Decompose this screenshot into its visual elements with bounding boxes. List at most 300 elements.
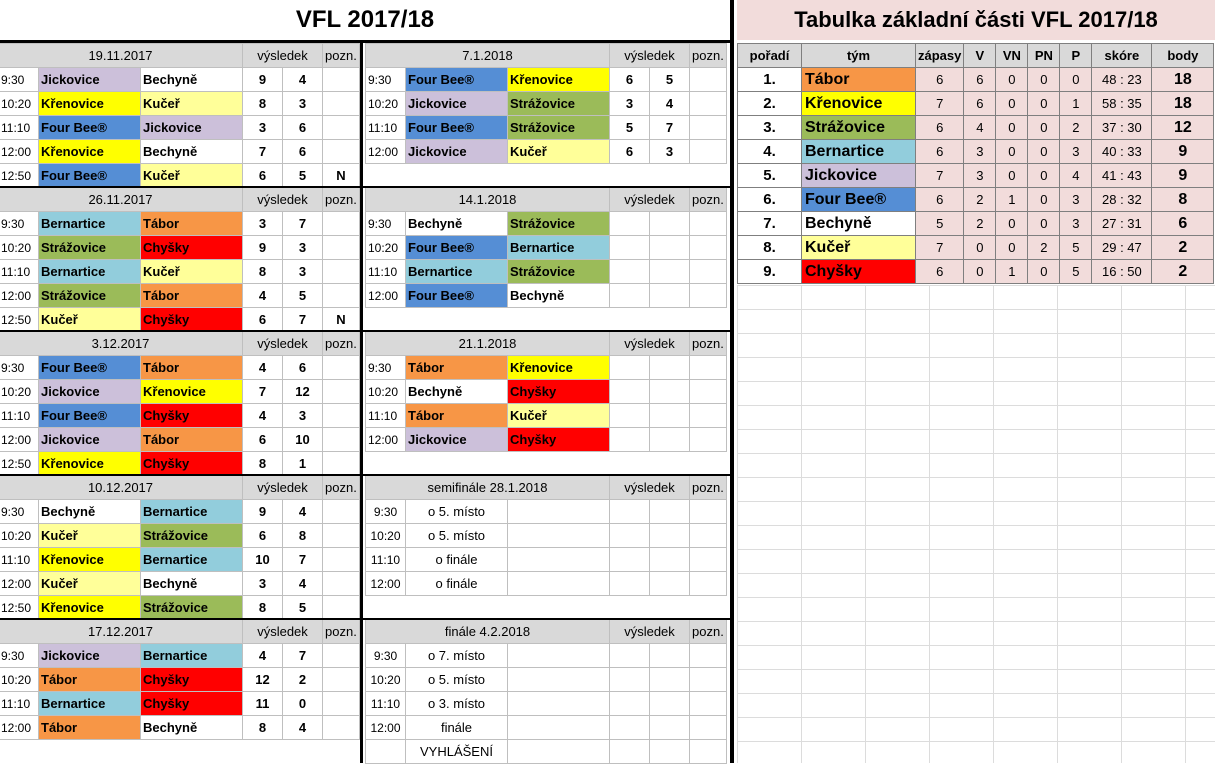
round-date: 21.1.2018	[366, 332, 610, 356]
note-cell	[690, 740, 727, 764]
divider-horizontal	[362, 330, 730, 332]
rank: 1.	[738, 68, 802, 92]
score-home	[610, 284, 650, 308]
score-home	[610, 548, 650, 572]
goals-against: 35	[1127, 96, 1142, 111]
score-home	[610, 572, 650, 596]
stat-wo: 0	[996, 164, 1028, 188]
match-time: 10:20	[0, 524, 39, 548]
score-separator: :	[1116, 264, 1128, 279]
match-row	[366, 284, 727, 308]
team-home: Křenovice	[39, 596, 141, 620]
note-cell	[690, 500, 727, 524]
note-header: pozn.	[690, 476, 727, 500]
score-cell	[1092, 140, 1152, 164]
team-home: Jickovice	[39, 428, 141, 452]
match-row	[0, 92, 359, 116]
note-header: pozn.	[323, 620, 360, 644]
team-away: Křenovice	[141, 380, 243, 404]
empty-cell	[508, 716, 610, 740]
match-time: 12:00	[0, 716, 39, 740]
team-home: Jickovice	[406, 140, 508, 164]
rank: 8.	[738, 236, 802, 260]
team-home: Four Bee®	[406, 284, 508, 308]
standings-row	[738, 92, 1214, 116]
note-cell	[323, 236, 360, 260]
match-row	[366, 212, 727, 236]
stat-lo: 0	[1028, 164, 1060, 188]
divider-horizontal	[362, 186, 730, 188]
note-cell	[690, 380, 727, 404]
result-header: výsledek	[610, 188, 690, 212]
goals-against: 43	[1127, 168, 1142, 183]
note-cell	[690, 428, 727, 452]
team-home: Four Bee®	[406, 68, 508, 92]
team-home: Jickovice	[406, 92, 508, 116]
score-home	[610, 236, 650, 260]
match-row	[0, 452, 359, 476]
stat-lo: 0	[1028, 140, 1060, 164]
match-row	[0, 644, 359, 668]
points: 2	[1152, 236, 1214, 260]
team-away: Jickovice	[141, 116, 243, 140]
note-cell: N	[323, 308, 360, 332]
team-away: Chyšky	[141, 404, 243, 428]
stat-l: 1	[1060, 92, 1092, 116]
score-away: 8	[283, 524, 323, 548]
team-home: Jickovice	[39, 644, 141, 668]
goals-against: 23	[1127, 72, 1142, 87]
score-home: 4	[243, 356, 283, 380]
score-away	[650, 500, 690, 524]
score-home	[610, 716, 650, 740]
playoff-label: o 5. místo	[406, 524, 508, 548]
note-cell	[690, 572, 727, 596]
divider-vertical	[730, 0, 734, 763]
score-away	[650, 716, 690, 740]
note-cell	[323, 404, 360, 428]
team-home: Bernartice	[39, 212, 141, 236]
team-away: Chyšky	[141, 668, 243, 692]
empty-cell	[508, 644, 610, 668]
score-cell	[1092, 212, 1152, 236]
empty-cell	[508, 668, 610, 692]
goals-against: 30	[1127, 120, 1142, 135]
standings-row	[738, 236, 1214, 260]
team-home: Křenovice	[39, 140, 141, 164]
score-separator: :	[1116, 192, 1128, 207]
score-home: 4	[243, 404, 283, 428]
round-block	[0, 475, 360, 620]
team-name: Křenovice	[802, 92, 916, 116]
team-away: Kučeř	[508, 140, 610, 164]
standings-header: pořadí	[738, 44, 802, 68]
score-cell	[1092, 188, 1152, 212]
score-away: 1	[283, 452, 323, 476]
note-cell	[323, 596, 360, 620]
goals-against: 47	[1127, 240, 1142, 255]
match-time: 10:20	[0, 380, 39, 404]
stat-lo: 0	[1028, 92, 1060, 116]
team-away: Bernartice	[141, 644, 243, 668]
divider-horizontal	[0, 474, 362, 476]
playoff-label: VYHLÁŠENÍ	[406, 740, 508, 764]
score-away	[650, 524, 690, 548]
team-name: Tábor	[802, 68, 916, 92]
team-name: Bechyně	[802, 212, 916, 236]
goals-for: 41	[1101, 168, 1117, 183]
score-away	[650, 404, 690, 428]
goals-against: 33	[1127, 144, 1142, 159]
score-away	[650, 356, 690, 380]
team-away: Bechyně	[141, 140, 243, 164]
match-row	[366, 644, 727, 668]
score-home	[610, 500, 650, 524]
stat-wo: 0	[996, 212, 1028, 236]
team-away: Chyšky	[508, 428, 610, 452]
stat-l: 5	[1060, 236, 1092, 260]
team-home: Four Bee®	[39, 116, 141, 140]
match-row	[0, 356, 359, 380]
team-away: Křenovice	[508, 68, 610, 92]
playoff-label: finále	[406, 716, 508, 740]
match-time	[366, 740, 406, 764]
score-home: 3	[243, 212, 283, 236]
stat-wo: 0	[996, 68, 1028, 92]
score-cell	[1092, 236, 1152, 260]
team-home: Four Bee®	[39, 404, 141, 428]
round-date: semifinále 28.1.2018	[366, 476, 610, 500]
match-time: 11:10	[0, 260, 39, 284]
note-cell	[323, 452, 360, 476]
score-away	[650, 380, 690, 404]
match-row	[0, 164, 359, 188]
match-time: 9:30	[0, 212, 39, 236]
score-home: 4	[243, 644, 283, 668]
note-cell	[690, 140, 727, 164]
rank: 5.	[738, 164, 802, 188]
score-separator: :	[1116, 168, 1128, 183]
score-home: 6	[243, 164, 283, 188]
rank: 7.	[738, 212, 802, 236]
round-date: 7.1.2018	[366, 44, 610, 68]
match-time: 10:20	[366, 380, 406, 404]
score-away: 7	[283, 308, 323, 332]
score-separator: :	[1116, 120, 1128, 135]
result-header: výsledek	[610, 476, 690, 500]
match-time: 11:10	[366, 692, 406, 716]
match-row	[366, 548, 727, 572]
match-time: 11:10	[0, 692, 39, 716]
team-away: Bechyně	[141, 716, 243, 740]
match-row	[0, 500, 359, 524]
round-date: 19.11.2017	[0, 44, 243, 68]
stat-wo: 1	[996, 260, 1028, 284]
match-row	[366, 68, 727, 92]
stat-played: 6	[916, 116, 964, 140]
standings-row	[738, 164, 1214, 188]
score-home: 8	[243, 92, 283, 116]
team-away: Bernartice	[508, 236, 610, 260]
stat-l: 0	[1060, 68, 1092, 92]
note-header: pozn.	[690, 620, 727, 644]
stat-w: 3	[964, 140, 996, 164]
stat-l: 4	[1060, 164, 1092, 188]
match-time: 9:30	[366, 212, 406, 236]
note-cell	[323, 68, 360, 92]
score-cell	[1092, 260, 1152, 284]
stat-lo: 0	[1028, 116, 1060, 140]
score-away: 5	[650, 68, 690, 92]
match-row	[0, 236, 359, 260]
score-away: 3	[283, 260, 323, 284]
match-row	[366, 740, 727, 764]
score-away: 7	[650, 116, 690, 140]
score-away: 0	[283, 692, 323, 716]
round-date: 26.11.2017	[0, 188, 243, 212]
note-cell	[323, 140, 360, 164]
team-home: Four Bee®	[406, 116, 508, 140]
empty-cell	[508, 524, 610, 548]
round-date: 3.12.2017	[0, 332, 243, 356]
team-away: Strážovice	[508, 92, 610, 116]
score-away: 7	[283, 548, 323, 572]
score-away: 2	[283, 668, 323, 692]
standings-header: zápasy	[916, 44, 964, 68]
score-home: 3	[243, 572, 283, 596]
match-time: 12:00	[366, 572, 406, 596]
team-away: Bechyně	[508, 284, 610, 308]
team-home: Jickovice	[39, 68, 141, 92]
round-block	[0, 331, 360, 476]
score-away: 6	[283, 356, 323, 380]
score-home: 7	[243, 140, 283, 164]
team-home: Kučeř	[39, 572, 141, 596]
team-name: Four Bee®	[802, 188, 916, 212]
score-separator: :	[1116, 96, 1128, 111]
team-away: Kučeř	[141, 260, 243, 284]
goals-against: 50	[1127, 264, 1142, 279]
score-away: 4	[283, 68, 323, 92]
stat-played: 7	[916, 164, 964, 188]
score-away: 3	[283, 236, 323, 260]
match-row	[366, 524, 727, 548]
goals-for: 37	[1101, 120, 1117, 135]
score-home	[610, 692, 650, 716]
round-date: 10.12.2017	[0, 476, 243, 500]
result-header: výsledek	[243, 332, 323, 356]
team-name: Strážovice	[802, 116, 916, 140]
playoff-label: o finále	[406, 548, 508, 572]
stat-played: 6	[916, 68, 964, 92]
score-away: 6	[283, 140, 323, 164]
empty-cell	[508, 572, 610, 596]
result-header: výsledek	[610, 332, 690, 356]
standings-header: VN	[996, 44, 1028, 68]
team-away: Bechyně	[141, 572, 243, 596]
note-cell	[690, 644, 727, 668]
score-home	[610, 740, 650, 764]
note-cell	[323, 92, 360, 116]
empty-sheet-grid	[737, 285, 1215, 763]
team-away: Křenovice	[508, 356, 610, 380]
stat-w: 0	[964, 236, 996, 260]
match-time: 11:10	[0, 404, 39, 428]
score-separator: :	[1116, 240, 1128, 255]
standings-header: body	[1152, 44, 1214, 68]
note-cell	[690, 212, 727, 236]
match-row	[366, 500, 727, 524]
match-row	[366, 428, 727, 452]
note-cell	[690, 260, 727, 284]
match-row	[366, 92, 727, 116]
standings-table	[737, 43, 1214, 284]
note-cell	[323, 668, 360, 692]
note-cell: N	[323, 164, 360, 188]
team-away: Strážovice	[508, 212, 610, 236]
match-time: 10:20	[366, 524, 406, 548]
goals-for: 28	[1101, 192, 1117, 207]
team-home: Bechyně	[406, 212, 508, 236]
points: 18	[1152, 68, 1214, 92]
note-cell	[323, 356, 360, 380]
score-away	[650, 548, 690, 572]
stat-w: 6	[964, 68, 996, 92]
rank: 3.	[738, 116, 802, 140]
note-cell	[323, 644, 360, 668]
score-home: 6	[610, 140, 650, 164]
stat-w: 2	[964, 188, 996, 212]
score-home: 3	[610, 92, 650, 116]
score-away	[650, 572, 690, 596]
note-header: pozn.	[690, 332, 727, 356]
match-time: 12:00	[366, 284, 406, 308]
standings-header: skóre	[1092, 44, 1152, 68]
team-home: Four Bee®	[39, 164, 141, 188]
match-time: 12:00	[366, 140, 406, 164]
match-time: 12:00	[366, 716, 406, 740]
empty-cell	[508, 692, 610, 716]
score-home: 9	[243, 236, 283, 260]
divider-horizontal	[0, 40, 730, 43]
match-time: 12:50	[0, 308, 39, 332]
note-cell	[690, 284, 727, 308]
stat-played: 6	[916, 260, 964, 284]
stat-played: 6	[916, 140, 964, 164]
round-block	[365, 475, 727, 596]
match-row	[0, 308, 359, 332]
match-row	[0, 284, 359, 308]
score-separator: :	[1116, 216, 1128, 231]
team-away: Chyšky	[141, 692, 243, 716]
score-away: 7	[283, 212, 323, 236]
goals-for: 29	[1101, 240, 1117, 255]
score-home: 8	[243, 452, 283, 476]
note-cell	[690, 548, 727, 572]
match-row	[366, 692, 727, 716]
standings-row	[738, 116, 1214, 140]
note-cell	[690, 68, 727, 92]
team-home: Bechyně	[406, 380, 508, 404]
score-away	[650, 236, 690, 260]
empty-cell	[508, 740, 610, 764]
score-away	[650, 428, 690, 452]
score-away: 3	[650, 140, 690, 164]
score-home	[610, 356, 650, 380]
match-row	[0, 380, 359, 404]
match-row	[0, 404, 359, 428]
points: 6	[1152, 212, 1214, 236]
standings-row	[738, 260, 1214, 284]
round-block	[365, 43, 727, 164]
score-home	[610, 524, 650, 548]
stat-wo: 0	[996, 140, 1028, 164]
team-away: Bernartice	[141, 500, 243, 524]
stat-l: 5	[1060, 260, 1092, 284]
goals-for: 48	[1101, 72, 1117, 87]
empty-cell	[508, 548, 610, 572]
divider-horizontal	[362, 474, 730, 476]
team-home: Four Bee®	[406, 236, 508, 260]
note-cell	[690, 236, 727, 260]
score-away: 6	[283, 116, 323, 140]
team-home: Strážovice	[39, 236, 141, 260]
match-row	[366, 716, 727, 740]
team-away: Tábor	[141, 356, 243, 380]
note-cell	[690, 692, 727, 716]
team-home: Tábor	[39, 668, 141, 692]
score-away: 4	[283, 716, 323, 740]
note-cell	[323, 212, 360, 236]
stat-lo: 0	[1028, 188, 1060, 212]
match-time: 9:30	[366, 500, 406, 524]
round-block	[365, 331, 727, 452]
stat-lo: 2	[1028, 236, 1060, 260]
round-block	[365, 619, 727, 764]
stat-wo: 0	[996, 236, 1028, 260]
score-away	[650, 644, 690, 668]
score-cell	[1092, 92, 1152, 116]
score-away: 5	[283, 284, 323, 308]
score-home: 4	[243, 284, 283, 308]
score-cell	[1092, 116, 1152, 140]
round-block	[0, 619, 360, 740]
score-away: 4	[283, 572, 323, 596]
score-cell	[1092, 68, 1152, 92]
divider-vertical	[360, 40, 363, 763]
score-away: 7	[283, 644, 323, 668]
match-time: 9:30	[0, 68, 39, 92]
stat-l: 2	[1060, 116, 1092, 140]
match-row	[0, 524, 359, 548]
match-row	[0, 116, 359, 140]
match-row	[366, 236, 727, 260]
result-header: výsledek	[243, 620, 323, 644]
standings-row	[738, 68, 1214, 92]
note-cell	[323, 284, 360, 308]
standings-header: V	[964, 44, 996, 68]
score-away	[650, 668, 690, 692]
team-home: Křenovice	[39, 548, 141, 572]
stat-lo: 0	[1028, 68, 1060, 92]
match-row	[366, 260, 727, 284]
team-home: Strážovice	[39, 284, 141, 308]
team-away: Tábor	[141, 428, 243, 452]
points: 12	[1152, 116, 1214, 140]
points: 2	[1152, 260, 1214, 284]
team-away: Strážovice	[141, 524, 243, 548]
score-away	[650, 692, 690, 716]
